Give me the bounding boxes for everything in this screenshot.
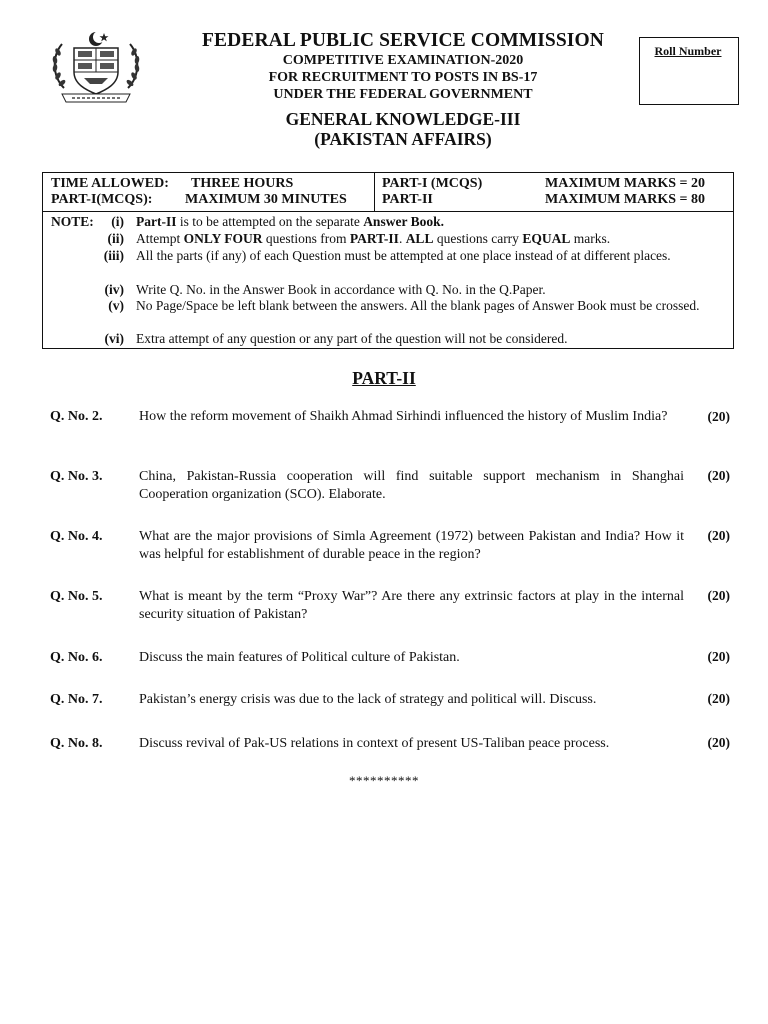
question-marks: (20) [707, 528, 730, 543]
note-text [136, 282, 728, 299]
commission-title: FEDERAL PUBLIC SERVICE COMMISSION [202, 30, 604, 51]
note-segment: EQUAL [522, 231, 571, 246]
question-text: Discuss revival of Pak-US relations in context of present US-Taliban peace process. [139, 736, 610, 751]
question-number: Q. No. 3. [50, 469, 103, 484]
question-marks: (20) [707, 691, 730, 706]
note-segment: marks. [570, 231, 611, 246]
note-segment: No Page/Space be left blank between the answers. All the blank pages of Answer Book must be crossed. [136, 298, 700, 313]
note-segment: Attempt [136, 231, 184, 246]
note-segment: ALL [405, 231, 434, 246]
question-number: Q. No. 6. [50, 650, 103, 665]
exam-name: COMPETITIVE EXAMINATION-2020 [282, 53, 524, 68]
fpsc-emblem-icon [44, 28, 148, 106]
question-marks: (20) [707, 649, 730, 664]
government-line: UNDER THE FEDERAL GOVERNMENT [273, 87, 533, 102]
question-number: Q. No. 2. [50, 409, 103, 424]
note-text [136, 331, 728, 348]
table-divider [42, 211, 734, 212]
note-segment: ONLY FOUR [183, 231, 263, 246]
part1-label: PART-I (MCQS) [382, 176, 483, 191]
question-text: What are the major provisions of Simla Agreement (1972) between Pakistan and India? How it was helpful for establishment of durable peace in the region? [139, 529, 684, 562]
note-text [136, 248, 728, 265]
question-number: Q. No. 8. [50, 736, 103, 751]
question-text: How the reform movement of Shaikh Ahmad Sirhindi influenced the history of Muslim India? [139, 409, 668, 424]
question-marks: (20) [707, 468, 730, 483]
table-column-divider [374, 172, 375, 212]
note-segment: Write Q. No. in the Answer Book in accordance with Q. No. in the Q.Paper. [136, 282, 546, 297]
note-segment: is to be attempted on the separate [176, 214, 364, 229]
time-allowed-label: TIME ALLOWED: [51, 176, 169, 191]
part1-time-value: MAXIMUM 30 MINUTES [185, 192, 347, 207]
note-segment: questions carry [433, 231, 523, 246]
subject-subtitle: (PAKISTAN AFFAIRS) [314, 129, 492, 149]
note-segment: Answer Book. [363, 214, 444, 229]
part1-time-label: PART-I(MCQS): [51, 192, 153, 207]
note-text [136, 231, 728, 248]
note-label: NOTE: [51, 214, 94, 229]
question-text: Discuss the main features of Political culture of Pakistan. [139, 650, 460, 665]
note-segment: Part-II [136, 214, 177, 229]
note-segment: All the parts (if any) of each Question must be attempted at one place instead of at different places. [136, 248, 671, 263]
note-segment: PART-II [349, 231, 399, 246]
note-number: (v) [108, 298, 124, 313]
question-text: Pakistan’s energy crisis was due to the lack of strategy and political will. Discuss. [139, 692, 597, 707]
note-segment: . [398, 231, 406, 246]
question-marks: (20) [707, 588, 730, 603]
part2-max-marks: MAXIMUM MARKS = 80 [545, 192, 706, 207]
note-number: (vi) [104, 331, 124, 346]
note-segment: questions from [262, 231, 350, 246]
question-text: What is meant by the term “Proxy War”? Are there any extrinsic factors at play in the internal security situation of Pakistan? [139, 589, 684, 622]
question-text: China, Pakistan-Russia cooperation will find suitable support mechanism in Shanghai Cooperation organization (SCO). Elaborate. [139, 469, 684, 502]
note-text [136, 298, 728, 315]
note-number: (iii) [103, 248, 124, 263]
note-number: (ii) [107, 231, 124, 246]
question-number: Q. No. 5. [50, 589, 103, 604]
question-number: Q. No. 4. [50, 529, 103, 544]
time-allowed-value: THREE HOURS [191, 176, 294, 191]
note-segment: Extra attempt of any question or any part of the question will not be considered. [136, 331, 568, 346]
question-marks: (20) [707, 409, 730, 424]
part1-max-marks: MAXIMUM MARKS = 20 [545, 176, 706, 191]
note-number: (i) [111, 214, 124, 229]
subject-title: GENERAL KNOWLEDGE-III [285, 109, 521, 129]
question-number: Q. No. 7. [50, 692, 103, 707]
part2-label: PART-II [382, 192, 433, 207]
end-marker: ********** [349, 773, 419, 788]
note-text [136, 214, 728, 231]
part-heading: PART-II [352, 368, 416, 388]
roll-number-label: Roll Number [654, 44, 722, 58]
question-marks: (20) [707, 735, 730, 750]
note-number: (iv) [104, 282, 124, 297]
recruitment-line: FOR RECRUITMENT TO POSTS IN BS-17 [268, 70, 538, 85]
